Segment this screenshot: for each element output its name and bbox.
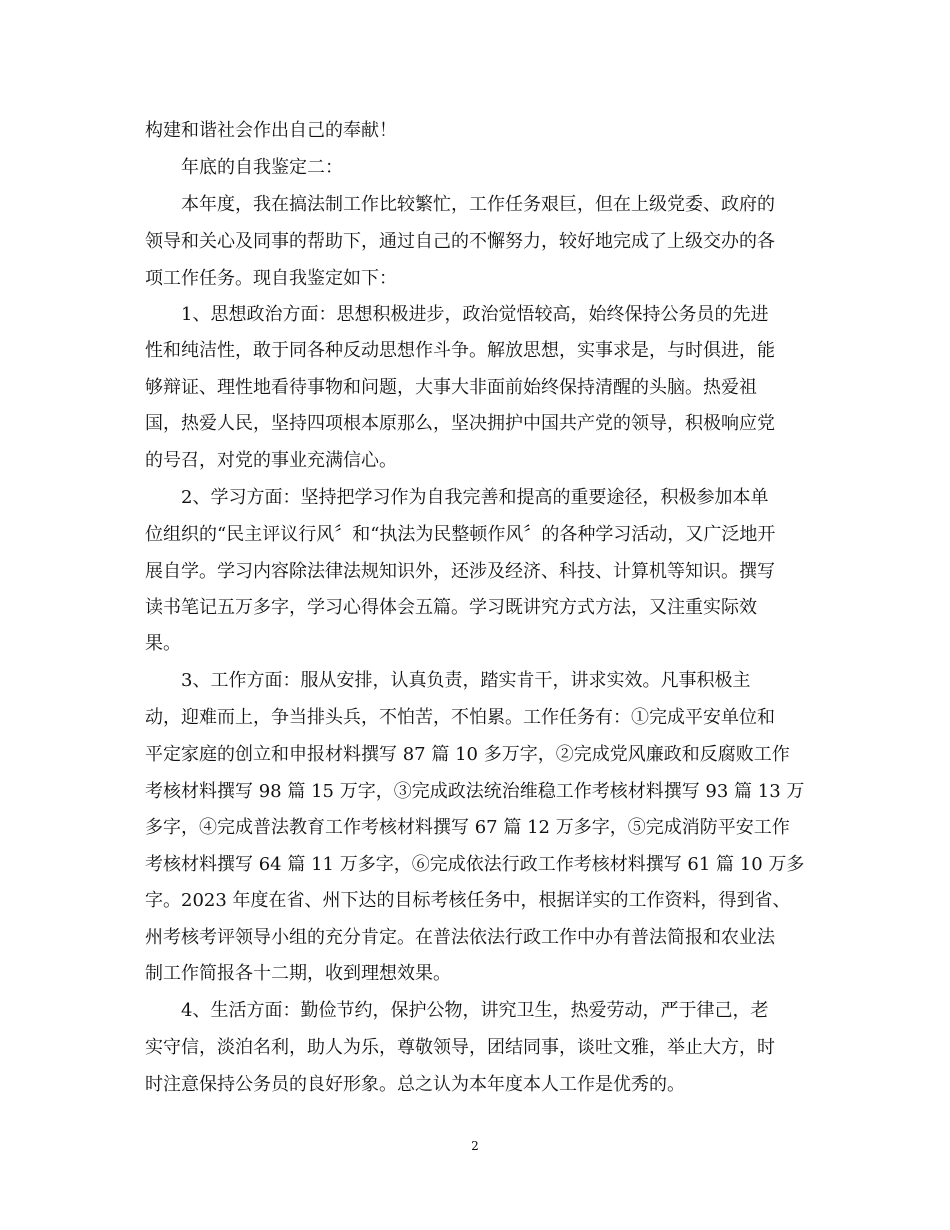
text-line: 够辩证、理性地看待事物和问题，大事大非面前始终保持清醒的头脑。热爱祖 [145,377,757,398]
text-line: 考核材料撰写 98 篇 15 万字，③完成政法统治维稳工作考核材料撰写 93 篇 13 万 [145,781,805,802]
text-line: 动，迎难而上，争当排头兵，不怕苦，不怕累。工作任务有：①完成平安单位和 [145,707,775,728]
text-line: 州考核考评领导小组的充分肯定。在普法依法行政工作中办有普法简报和农业法 [145,927,775,948]
text-line: 平定家庭的创立和申报材料撰写 87 篇 10 多万字，②完成党风廉政和反腐败工作 [145,744,790,765]
text-line: 展自学。学习内容除法律法规知识外，还涉及经济、科技、计算机等知识。撰写 [145,561,775,582]
text-line: 本年度，我在搞法制工作比较繁忙，工作任务艰巨，但在上级党委、政府的 [181,194,775,215]
text-line: 领导和关心及同事的帮助下，通过自己的不懈努力，较好地完成了上级交办的各 [145,231,775,252]
text-line: 构建和谐社会作出自己的奉献！ [145,120,397,141]
text-line: 3、工作方面：服从安排，认真负责，踏实肯干，讲求实效。凡事积极主 [181,670,751,691]
text-line: 国，热爱人民，坚持四项根本原那么，坚决拥护中国共产党的领导，积极响应党 [145,413,775,434]
text-line: 性和纯洁性，敢于同各种反动思想作斗争。解放思想，实事求是，与时俱进，能 [145,340,775,361]
text-line: 字。2023 年度在省、州下达的目标考核任务中，根据详实的工作资料，得到省、 [145,890,791,911]
text-line: 2、学习方面：坚持把学习作为自我完善和提高的重要途径，积极参加本单 [181,487,769,508]
text-line: 实守信，淡泊名利，助人为乐，尊敬领导，团结同事，谈吐文雅，举止大方，时 [145,1037,775,1058]
text-line: 时注意保持公务员的良好形象。总之认为本年度本人工作是优秀的。 [145,1074,685,1095]
text-line: 读书笔记五万多字，学习心得体会五篇。学习既讲究方式方法，又注重实际效 [145,597,757,618]
text-line: 4、生活方面：勤俭节约，保护公物，讲究卫生，热爱劳动，严于律己，老 [181,1000,769,1021]
text-line: 1、思想政治方面：思想积极进步，政治觉悟较高，始终保持公务员的先进 [181,304,769,325]
text-line: 多字，④完成普法教育工作考核材料撰写 67 篇 12 万多字，⑤完成消防平安工作 [145,817,790,838]
text-line: 位组织的“民主评议行风〞和“执法为民整顿作风〞的各种学习活动，又广泛地开 [145,524,776,545]
text-line: 项工作任务。现自我鉴定如下： [145,268,397,289]
text-line: 考核材料撰写 64 篇 11 万多字，⑥完成依法行政工作考核材料撰写 61 篇 10 万多 [145,854,805,875]
page-number: 2 [471,1139,479,1153]
section-heading: 年底的自我鉴定二： [181,157,343,178]
text-line: 的号召，对党的事业充满信心。 [145,450,397,471]
text-line: 制工作简报各十二期，收到理想效果。 [145,963,451,984]
text-line: 果。 [145,633,181,654]
